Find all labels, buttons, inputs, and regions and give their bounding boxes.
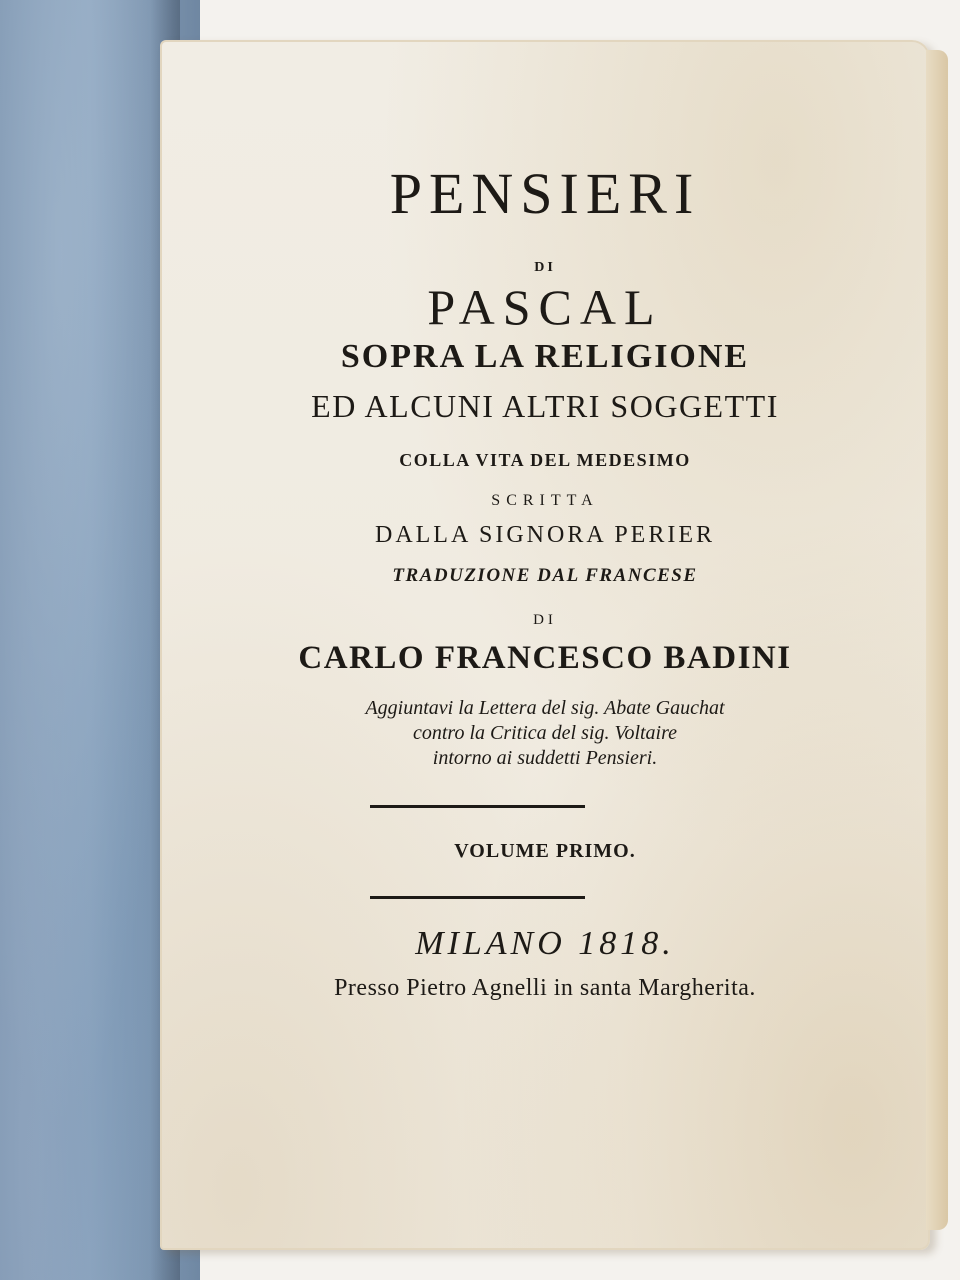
- aggiunta-line-2: contro la Critica del sig. Voltaire: [412, 722, 678, 744]
- divider-rule-bottom: [370, 896, 585, 899]
- book-title: PENSIERI: [389, 161, 701, 226]
- di-connector-1: DI: [534, 260, 556, 275]
- scritta-line: SCRITTA: [491, 492, 599, 509]
- aggiunta-line-1: Aggiuntavi la Lettera del sig. Abate Gauchat: [365, 697, 725, 719]
- traduzione-line: TRADUZIONE DAL FRANCESE: [392, 565, 698, 586]
- author-name: PASCAL: [427, 279, 663, 335]
- imprint-city-year: MILANO 1818.: [415, 925, 675, 962]
- divider-rule-top: [370, 805, 585, 808]
- volume-label: VOLUME PRIMO.: [454, 840, 636, 862]
- title-page-content: [160, 40, 930, 1250]
- subtitle-line-2: ED ALCUNI ALTRI SOGGETTI: [311, 388, 779, 424]
- translator-name: CARLO FRANCESCO BADINI: [298, 640, 792, 676]
- aggiunta-line-3: intorno ai suddetti Pensieri.: [432, 747, 658, 769]
- subtitle-line-1: SOPRA LA RELIGIONE: [340, 338, 750, 375]
- title-page: [160, 40, 930, 1250]
- imprint-publisher: Presso Pietro Agnelli in santa Margherita.: [334, 975, 756, 1001]
- colla-vita-line: COLLA VITA DEL MEDESIMO: [399, 450, 691, 470]
- dalla-signora-line: DALLA SIGNORA PERIER: [374, 522, 716, 548]
- di-connector-2: DI: [533, 612, 557, 628]
